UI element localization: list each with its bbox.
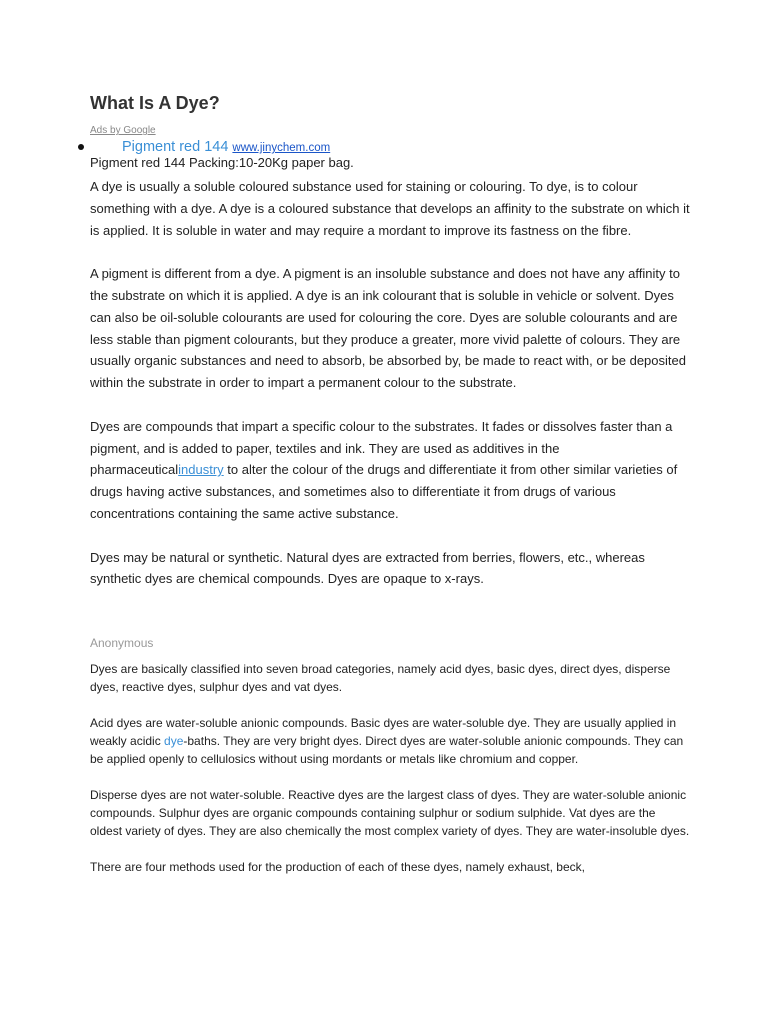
answer-acid-text-end: -baths. They are very bright dyes. Direct dyes are water-soluble anionic compounds. They can be applied openly to cellulosics without using mordants or metals like chromium and copper. — [90, 734, 684, 766]
paragraph-definition: A dye is usually a soluble coloured substance used for staining or colouring. To dye, is to colour something with a dye. A dye is a coloured substance that develops an affinity to the substrate on which it is applied. It is soluble in water and may require a mordant to improve its fastness on the fibre. — [90, 179, 690, 238]
paragraph-natural-synthetic: Dyes may be natural or synthetic. Natural dyes are extracted from berries, flowers, etc., whereas synthetic dyes are chemical compounds. Dyes are opaque to x-rays. — [90, 549, 645, 587]
paragraph-uses — [90, 416, 690, 525]
answer-categories: Dyes are basically classified into seven broad categories, namely acid dyes, basic dyes, direct dyes, disperse dyes, reactive dyes, sulphur dyes and vat dyes. — [90, 662, 671, 694]
industry-link[interactable]: industry — [178, 462, 224, 478]
ad-title-link[interactable]: Pigment red 144 — [122, 139, 229, 155]
answer-disperse-reactive: Disperse dyes are not water-soluble. Reactive dyes are the largest class of dyes. They are water-soluble anionic compounds. Sulphur dyes are organic compounds containing sulphur or sodium sulphide. Vat dyes are the oldest variety of dyes. They are also chemically the most complex variety of dyes. They are water-insoluble dyes. — [90, 788, 690, 838]
answer-acid-basic-direct — [90, 714, 690, 768]
answer-body — [90, 660, 690, 894]
ad-row — [78, 138, 330, 156]
paragraph-pigment-difference: A pigment is different from a dye. A pigment is an insoluble substance and does not have any affinity to the substrate on which it is applied. A dye is an ink colourant that is soluble in vehicle or solvent. Dyes can also be oil-soluble colourants are used for colouring the core. Dyes are soluble colourants and are less stable than pigment colourants, but they produce a greater, more vivid palette of colours. They are usually organic substances and need to absorb, be absorbed by, be made to react with, or be deposited within the substrate in order to impart a permanent colour to the substrate. — [90, 266, 686, 391]
paragraph-uses-text-start: Dyes are compounds that impart a specific colour to the substrates. It fades or dissolves faster than a pigment, and is added to paper, textiles and ink. They are used as additives in the pharmaceutical — [90, 418, 673, 478]
ads-by-google-link[interactable]: Ads by Google — [90, 125, 156, 136]
dye-link[interactable]: dye — [164, 734, 184, 748]
answer-author: Anonymous — [90, 636, 154, 650]
answer-methods: There are four methods used for the production of each of these dyes, namely exhaust, beck, — [90, 860, 585, 874]
answer-acid-text-start: Acid dyes are water-soluble anionic compounds. Basic dyes are water-soluble dye. They are usually applied in weakly acidic — [90, 716, 677, 748]
bullet-icon — [78, 144, 84, 150]
ad-description: Pigment red 144 Packing:10-20Kg paper bag. — [90, 155, 354, 170]
ad-url-link[interactable]: www.jinychem.com — [232, 142, 331, 154]
article-body — [90, 176, 690, 612]
paragraph-uses-text-end: to alter the colour of the drugs and differentiate it from other similar varieties of drugs having active substances, and sometimes also to differentiate it from drugs of various concentrations containing the same active substance. — [90, 462, 678, 521]
page-title: What Is A Dye? — [90, 93, 220, 113]
